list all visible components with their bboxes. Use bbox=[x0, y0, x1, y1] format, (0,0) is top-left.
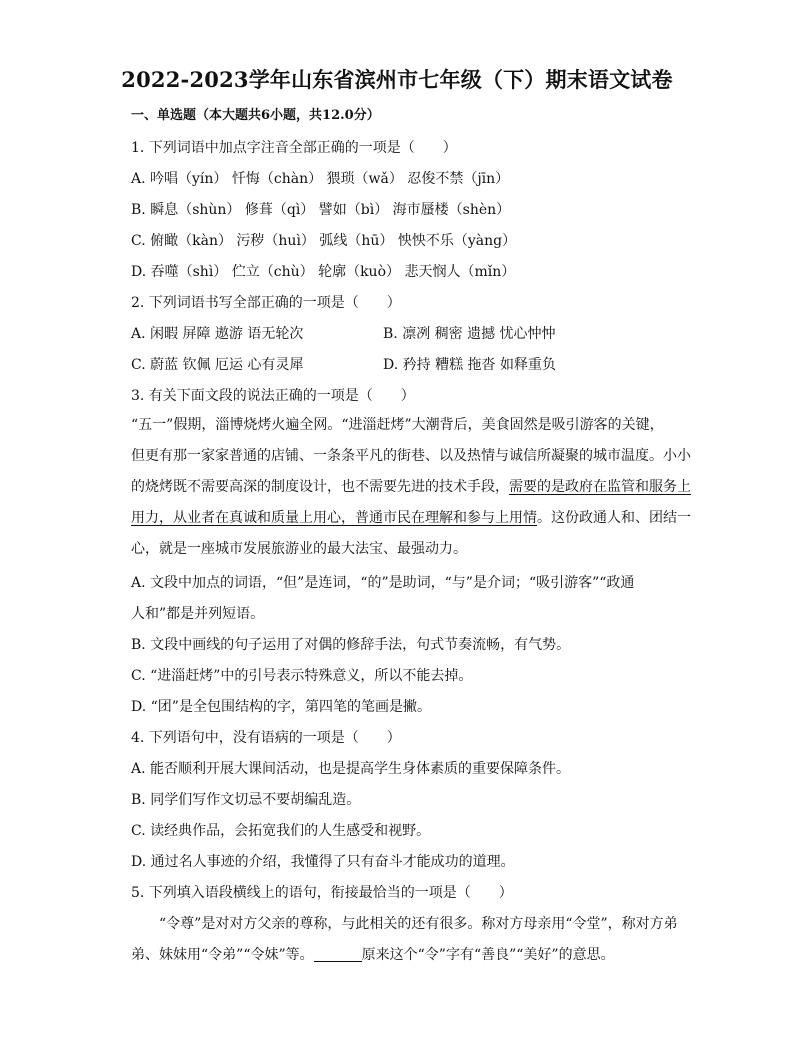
q1-option-d: D. 吞噬（shì） 伫立（chù） 轮廓（kuò） 悲天悯人（mǐn） bbox=[131, 264, 516, 280]
q1-option-a: A. 吟唱（yín） 忏悔（chàn） 猥琐（wǎ） 忍俊不禁（jīn） bbox=[131, 171, 510, 187]
q4-option-c: C. 读经典作品，会拓宽我们的人生感受和视野。 bbox=[131, 823, 431, 839]
page-title: 2022-2023学年山东省滨州市七年级（下）期末语文试卷 bbox=[121, 67, 673, 92]
q3-passage-line-2: 但更有那一家家普通的店铺、一条条平凡的街巷、以及热情与诚信所凝聚的城市温度。小小 bbox=[131, 448, 691, 464]
q5-stem: 5. 下列填入语段横线上的语句，衔接最恰当的一项是（ ） bbox=[131, 885, 513, 901]
q3-passage-line-1: “五一”假期，淄博烧烤火遍全网。“进淄赶烤”大潮背后，美食固然是吸引游客的关键， bbox=[131, 417, 664, 433]
q2-option-c: C. 蔚蓝 钦佩 厄运 心有灵犀 bbox=[131, 357, 304, 373]
q2-option-d: D. 矜持 糟糕 拖沓 如释重负 bbox=[383, 357, 556, 373]
q3-passage-line-4-text: 。这份政通人和、团结一 bbox=[537, 510, 691, 526]
q2-option-b: B. 凛冽 稠密 遗撼 忧心忡忡 bbox=[383, 326, 556, 342]
q4-option-a: A. 能否顺利开展大课间活动，也是提高学生身体素质的重要保障条件。 bbox=[131, 761, 571, 777]
q5-passage-line-2 bbox=[131, 944, 615, 964]
q3-underlined-sentence-part-2: 用力，从业者在真诚和质量上用心，普通市民在理解和参与上用情 bbox=[131, 510, 537, 526]
q2-option-a: A. 闲暇 屏障 遨游 语无轮次 bbox=[131, 326, 304, 342]
q3-option-d: D. “团”是全包围结构的字，第四笔的笔画是撇。 bbox=[131, 699, 431, 715]
fill-in-blank bbox=[314, 947, 362, 962]
q3-stem: 3. 有关下面文段的说法正确的一项是（ ） bbox=[131, 388, 415, 404]
q3-option-a-line-1: A. 文段中加点的词语，“但”是连词，“的”是助词，“与”是介词；“吸引游客”“政通 bbox=[131, 575, 635, 591]
q1-option-b: B. 瞬息（shùn） 修葺（qì） 譬如（bì） 海市蜃楼（shèn） bbox=[131, 202, 511, 218]
q3-option-c: C. “进淄赶烤”中的引号表示特殊意义，所以不能去掉。 bbox=[131, 668, 473, 684]
section-heading: 一、单选题（本大题共6小题，共12.0分） bbox=[131, 108, 380, 123]
q3-passage-line-4 bbox=[131, 503, 694, 534]
q3-passage-line-3 bbox=[131, 472, 694, 503]
q2-stem: 2. 下列词语书写全部正确的一项是（ ） bbox=[131, 295, 401, 311]
q4-option-b: B. 同学们写作文切忌不要胡编乱造。 bbox=[131, 792, 361, 808]
q3-option-a-line-2: 人和”都是并列短语。 bbox=[131, 606, 265, 622]
q3-passage-line-3-text: 的烧烤既不需要高深的制度设计，也不需要先进的技术手段， bbox=[131, 479, 509, 495]
q4-stem: 4. 下列语句中，没有语病的一项是（ ） bbox=[131, 730, 401, 746]
q4-option-d: D. 通过名人事迹的介绍，我懂得了只有奋斗才能成功的道理。 bbox=[131, 854, 515, 870]
q3-option-b: B. 文段中画线的句子运用了对偶的修辞手法，句式节奏流畅，有气势。 bbox=[131, 637, 571, 653]
q3-passage-line-5: 心，就是一座城市发展旅游业的最大法宝、最强动力。 bbox=[131, 541, 467, 557]
q5-passage-line-1: “令尊”是对对方父亲的尊称，与此相关的还有很多。称对方母亲用“令堂”，称对方弟 bbox=[131, 916, 678, 932]
q5-passage-line-2-text: 弟、妹妹用“令弟”“令妹”等。 bbox=[131, 947, 314, 963]
q5-passage-line-2-text-end: 原来这个“令”字有“善良”“美好”的意思。 bbox=[361, 947, 615, 963]
q1-option-c: C. 俯瞰（kàn） 污秽（huì） 弧线（hū） 怏怏不乐（yàng） bbox=[131, 233, 517, 249]
q1-stem: 1. 下列词语中加点字注音全部正确的一项是（ ） bbox=[131, 140, 457, 156]
q3-passage bbox=[131, 410, 694, 565]
q3-underlined-sentence-part-1: 需要的是政府在监管和服务上 bbox=[509, 479, 691, 495]
